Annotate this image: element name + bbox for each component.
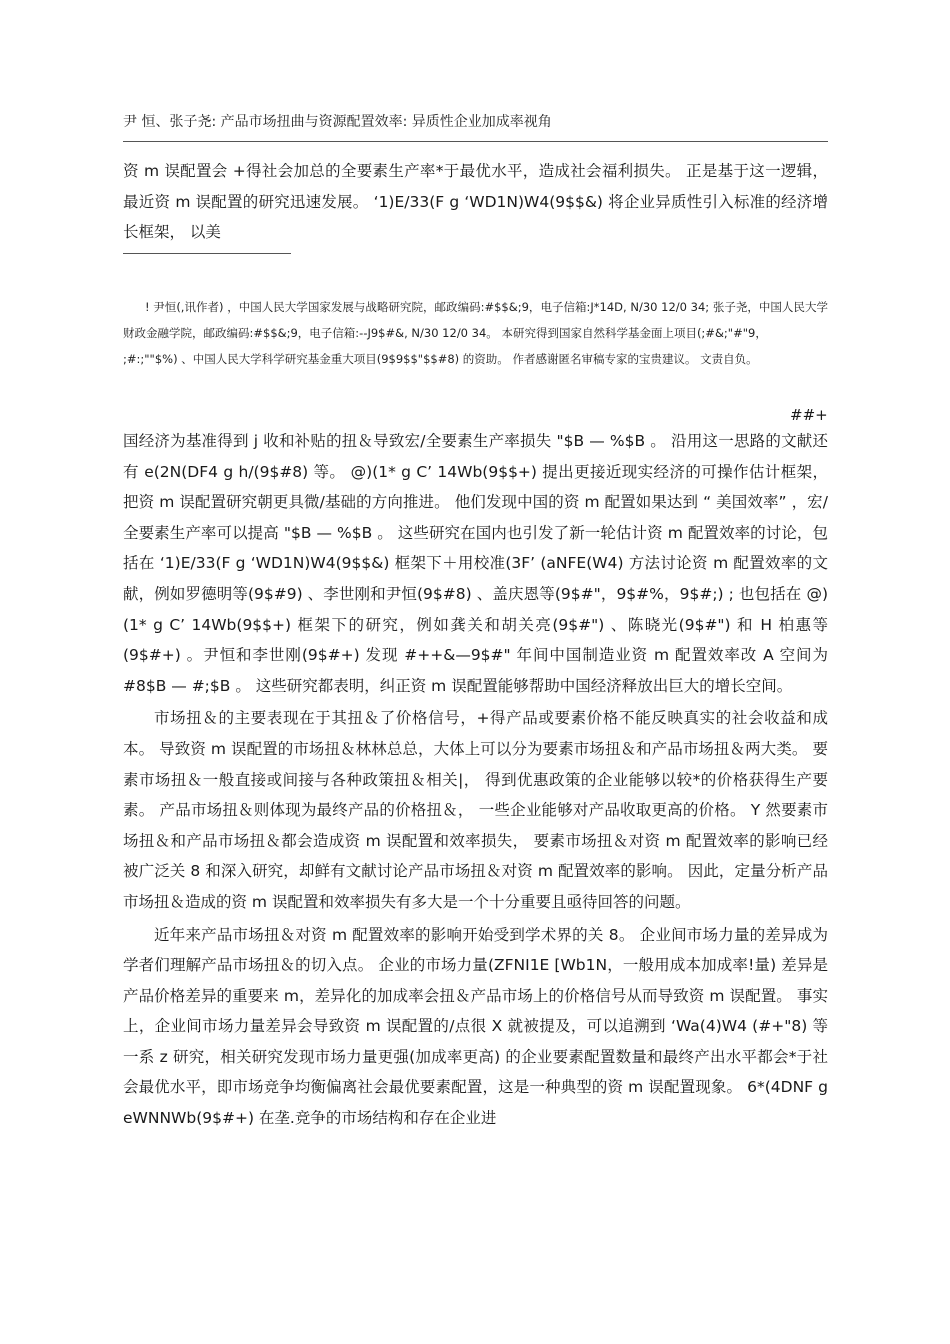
footnote-line-1: ! 尹恒(,讯作者) ，中国人民大学国家发展与战略研究院，邮政编码:#$$&;9，电子信箱:J*14D, N/30 12/0 34; 张子尧，中国人民大学财政金融学院，邮政编码:#$$&;9，电子信箱:--J9$#&, N/30 12/0 34。 本研究得到国家自然科学基金面上项目(;#&;"#"9， — [123, 300, 828, 340]
main-body — [123, 426, 828, 1134]
body-paragraph-3: 近年来产品市场扭＆对资 m 配置效率的影响开始受到学术界的关 8。 企业间市场力量的差异成为学者们理解产品市场扭＆的切入点。 企业的市场力量(ZFNI1E [Wb1N，一般用成本加成率!量) 差异是产品价格差异的重要来 m，差异化的加成率会扭＆产品市场上的价格信号从而导致资 m 误配置。 事实上，企业间市场力量差异会导致资 m 误配置的/点很 X 就被提及，可以追溯到 ‘Wa(4)W4 (#+"8) 等一系 z 研究，相关研究发现市场力量更强(加成率更高) 的企业要素配置数量和最终产出水平都会*于社会最优水平，即市场竞争均衡偏离社会最优要素配置，这是一种典型的资 m 误配置现象。 6*(4DNF g eWNNWb(9$#+) 在垄.竞争的市场结构和存在企业进 — [123, 925, 828, 1128]
body-paragraph-2: 市场扭＆的主要表现在于其扭＆了价格信号，+得产品或要素价格不能反映真实的社会收益和成本。 导致资 m 误配置的市场扭＆林林总总，大体上可以分为要素市场扭＆和产品市场扭＆两大类。 要素市场扭＆一般直接或间接与各种政策扭＆相关|， 得到优惠政策的企业能够以较*的价格获得生产要素。 产品市场扭＆则体现为最终产品的价格扭＆， 一些企业能够对产品收取更高的价格。 Y 然要素市场扭＆和产品市场扭＆都会造成资 m 误配置和效率损失， 要素市场扭＆对资 m 配置效率的影响已经被广泛关 8 和深入研究，却鲜有文献讨论产品市场扭＆对资 m 配置效率的影响。 因此，定量分析产品市场扭＆造成的资 m 误配置和效率损失有多大是一个十分重要且亟待回答的问题。 — [123, 709, 828, 911]
footnote-line-2: ;#:;""$%) 、中国人民大学科学研究基金重大项目(9$9$$"$$#8) 的资助。 作者感谢匿名审稿专家的宝贵建议。 文责自负。 — [123, 352, 758, 366]
header-divider — [123, 141, 828, 142]
running-header: 尹 恒、张子尧: 产品市场扭曲与资源配置效率: 异质性企业加成率视角 — [123, 114, 552, 130]
footnote — [123, 294, 828, 372]
body-paragraph-1: 国经济为基准得到 j 收和补贴的扭＆导致宏/全要素生产率损失 "$B — %$B 。 沿用这一思路的文献还有 e(2N(DF4 g h/(9$#8) 等。 @)(1* g C’ 14Wb(9$$+) 提出更接近现实经济的可操作估计框架，把资 m 误配置研究朝更具微/基础的方向推进。 他们发现中国的资 m 配置如果达到 “ 美国效率” ，宏/全要素生产率可以提高 "$B — %$B 。 这些研究在国内也引发了新一轮估计资 m 配置效率的讨论，包括在 ‘1)E/33(F g ‘WD1N)W4(9$$&) 框架下＋用校准(3F’ (aNFE(W4) 方法讨论资 m 配置效率的文献，例如罗德明等(9$#9) 、李世刚和尹恒(9$#8) 、盖庆恩等(9$#"，9$#%，9$#;) ; 也包括在 @)(1* g C’ 14Wb(9$$+) 框架下的研究，例如龚关和胡关亮(9$#") 、陈晓光(9$#") 和 H 柏惠等(9$#+) 。尹恒和李世刚(9$#+) 发现 #++&—9$#" 年间中国制造业资 m 配置效率改 A 空间为 #8$B — #;$B 。 这些研究都表明，纠正资 m 误配置能够帮助中国经济释放出巨大的增长空间。 — [123, 432, 828, 695]
intro-paragraph: 资 m 误配置会 +得社会加总的全要素生产率*于最优水平，造成社会福利损失。 正是基于这一逻辑，最近资 m 误配置的研究迅速发展。 ‘1)E/33(F g ‘WD1N)W4(9$$&) 将企业异质性引入标准的经济增长框架， 以美 — [123, 162, 828, 242]
footnote-divider — [123, 253, 291, 254]
page-number: ##+ — [790, 406, 828, 424]
